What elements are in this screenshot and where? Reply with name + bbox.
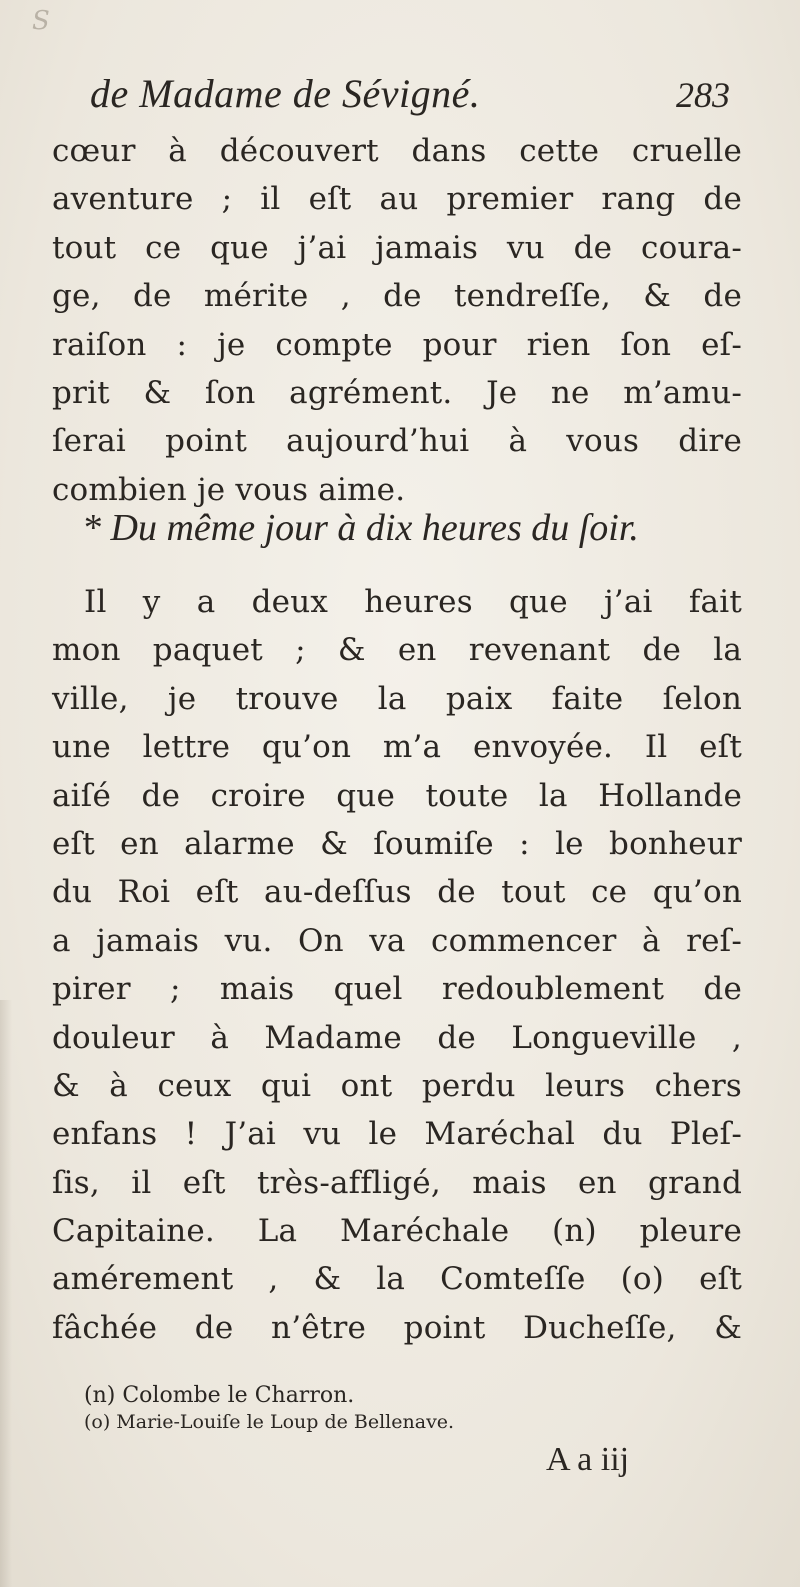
text-line: aventure ; il eſt au premier rang de <box>52 181 742 218</box>
text-line: aiſé de croire que toute la Hollande <box>52 777 742 814</box>
text-line: Il y a deux heures que j’ai fait <box>84 584 742 620</box>
text-line: ſis, il eſt très-affligé, mais en grand <box>52 1164 742 1201</box>
text-line: enfans ! J’ai vu le Maréchal du Pleſ- <box>52 1116 742 1153</box>
text-line: fâchée de n’être point Ducheſſe, & <box>52 1309 742 1346</box>
section-heading: * Du même jour à dix heures du ſoir. <box>82 507 639 549</box>
text-line: ge, de mérite , de tendreſſe, & de <box>52 278 742 315</box>
running-head: de Madame de Sévigné. <box>90 71 481 116</box>
footnote: (n) Colombe le Charron. <box>84 1383 355 1408</box>
corner-mark: S <box>32 6 50 36</box>
paragraph-continued <box>52 127 742 514</box>
text-line: douleur à Madame de Longueville , <box>52 1019 742 1056</box>
page-edge-shadow <box>0 1000 12 1587</box>
signature-mark: A a iij <box>546 1441 630 1478</box>
text-line: pirer ; mais quel redoublement de <box>52 971 742 1008</box>
text-line: ville, je trouve la paix faite ſelon <box>52 680 742 717</box>
text-line: Capitaine. La Maréchale (n) pleure <box>52 1213 742 1250</box>
page-number: 283 <box>676 75 730 115</box>
text-line: raiſon : je compte pour rien ſon eſ- <box>52 326 742 363</box>
text-line: combien je vous aime. <box>52 471 406 508</box>
text-line: amérement , & la Comteſſe (o) eſt <box>52 1261 742 1298</box>
text-line: cœur à découvert dans cette cruelle <box>52 133 742 169</box>
text-line: une lettre qu’on m’a envoyée. Il eſt <box>52 729 742 766</box>
footnotes <box>84 1383 724 1435</box>
text-line: mon paquet ; & en revenant de la <box>52 632 742 669</box>
text-line: & à ceux qui ont perdu leurs chers <box>52 1067 742 1104</box>
footnote: (o) Marie-Louiſe le Loup de Bellenave. <box>84 1411 455 1433</box>
page-header <box>90 70 730 128</box>
text-line: prit & ſon agrément. Je ne m’amu- <box>52 374 742 411</box>
text-line: tout ce que j’ai jamais vu de coura- <box>52 229 742 266</box>
text-line: ſerai point aujourd’hui à vous dire <box>52 423 742 460</box>
text-line: a jamais vu. On va commencer à reſ- <box>52 922 742 959</box>
text-line: eſt en alarme & ſoumiſe : le bonheur <box>52 825 742 862</box>
text-line: du Roi eſt au-deſſus de tout ce qu’on <box>52 874 742 911</box>
paragraph <box>52 578 742 1352</box>
